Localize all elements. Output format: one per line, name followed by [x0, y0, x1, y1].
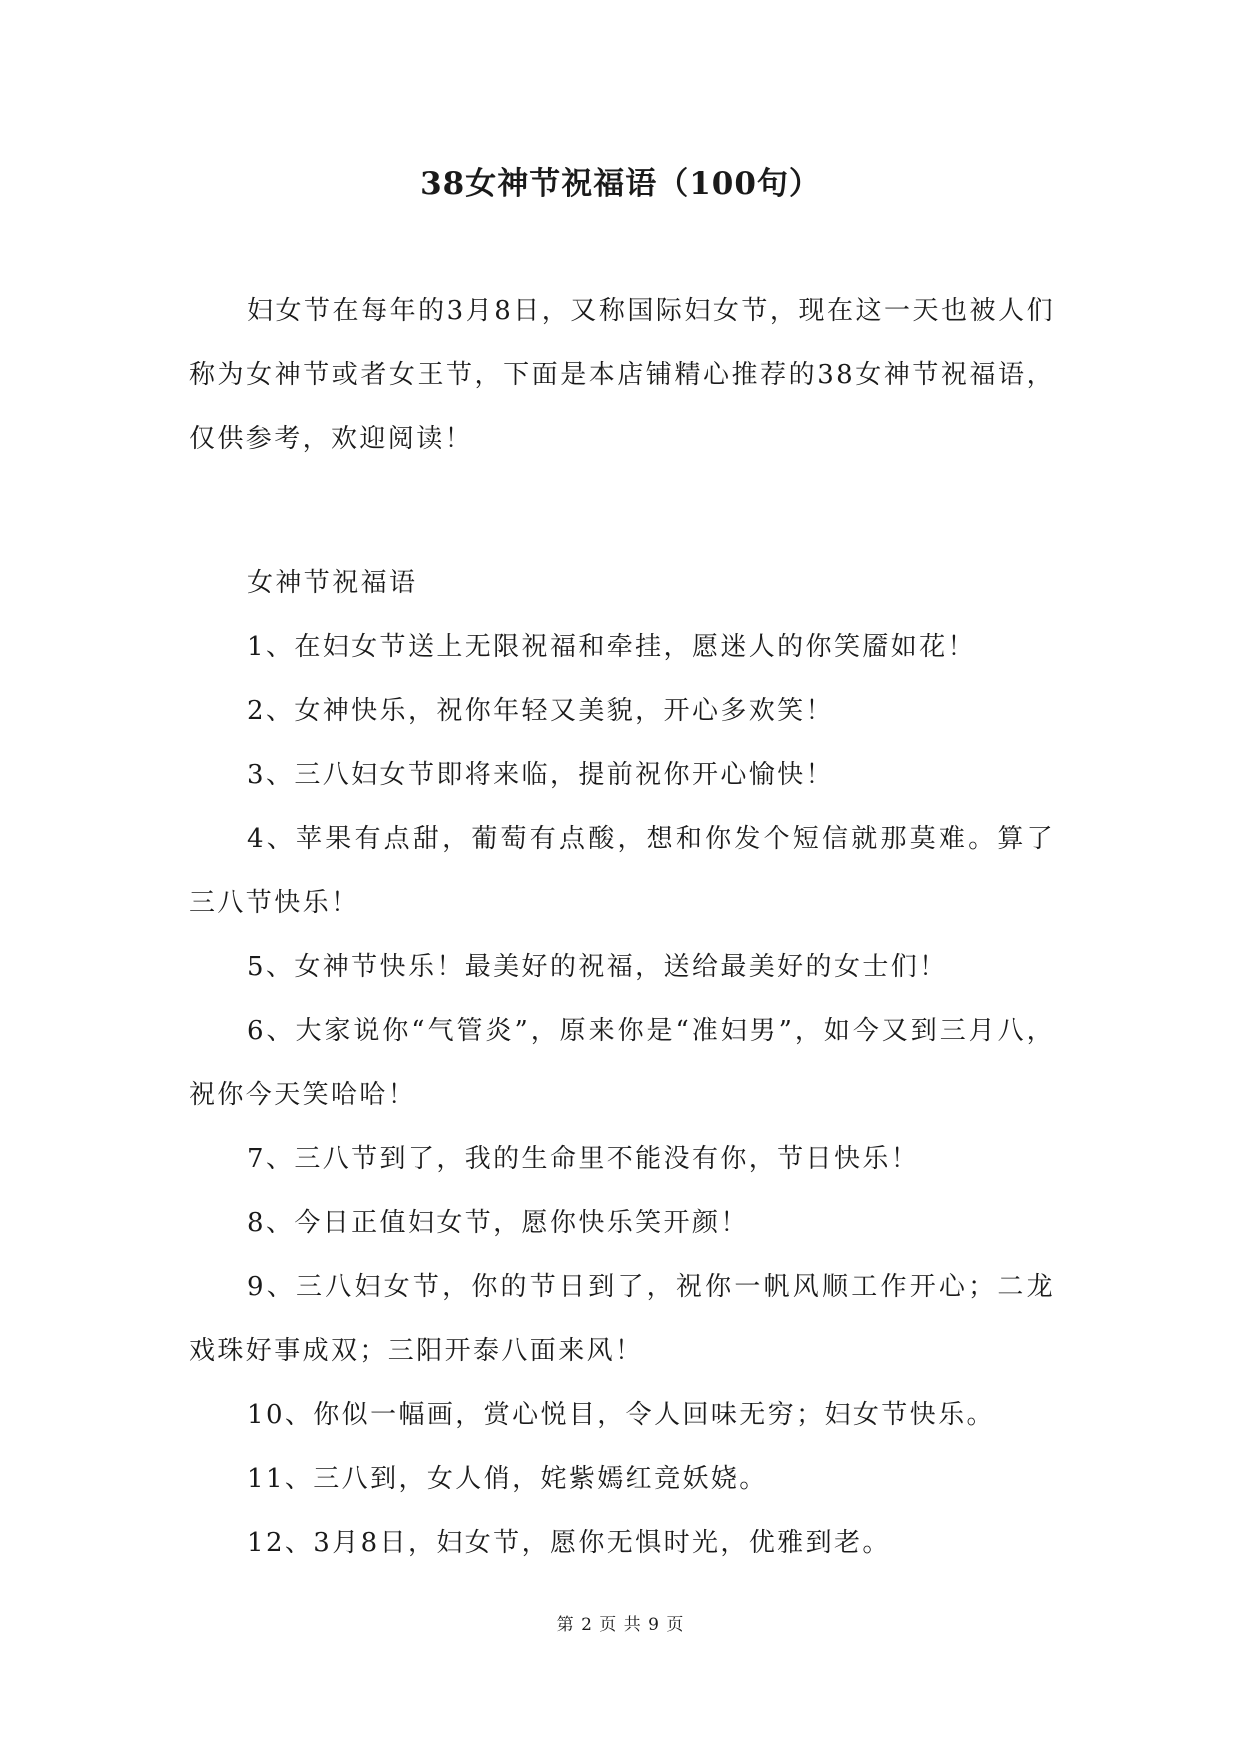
blessing-list — [189, 615, 1055, 1575]
list-item: 9、三八妇女节，你的节日到了，祝你一帆风顺工作开心；二龙戏珠好事成双；三阳开泰八面来风！ — [189, 1272, 1055, 1366]
section-heading: 女神节祝福语 — [247, 568, 418, 598]
list-item: 11、三八到，女人俏，姹紫嫣红竞妖娆。 — [247, 1464, 768, 1494]
list-item: 10、你似一幅画，赏心悦目，令人回味无穷；妇女节快乐。 — [247, 1400, 995, 1430]
list-item: 3、三八妇女节即将来临，提前祝你开心愉快！ — [247, 760, 834, 790]
document-title: 38女神节祝福语（100句） — [420, 166, 821, 202]
list-item: 6、大家说你“气管炎”，原来你是“准妇男”，如今又到三月八，祝你今天笑哈哈！ — [189, 1016, 1055, 1110]
list-item: 5、女神节快乐！最美好的祝福，送给最美好的女士们！ — [247, 952, 948, 982]
intro-paragraph — [189, 279, 1055, 471]
list-item: 4、苹果有点甜，葡萄有点酸，想和你发个短信就那莫难。算了三八节快乐！ — [189, 824, 1055, 918]
page-footer: 第 2 页 共 9 页 — [556, 1615, 685, 1635]
list-item: 2、女神快乐，祝你年轻又美貌，开心多欢笑！ — [247, 696, 834, 726]
list-item: 1、在妇女节送上无限祝福和牵挂，愿迷人的你笑靥如花！ — [247, 632, 976, 662]
list-item: 12、3月8日，妇女节，愿你无惧时光，优雅到老。 — [247, 1528, 891, 1558]
list-item: 7、三八节到了，我的生命里不能没有你，节日快乐！ — [247, 1144, 920, 1174]
list-item: 8、今日正值妇女节，愿你快乐笑开颜！ — [247, 1208, 749, 1238]
intro-text: 妇女节在每年的3月8日，又称国际妇女节，现在这一天也被人们称为女神节或者女王节，下面是本店铺精心推荐的38女神节祝福语，仅供参考，欢迎阅读！ — [189, 296, 1055, 454]
